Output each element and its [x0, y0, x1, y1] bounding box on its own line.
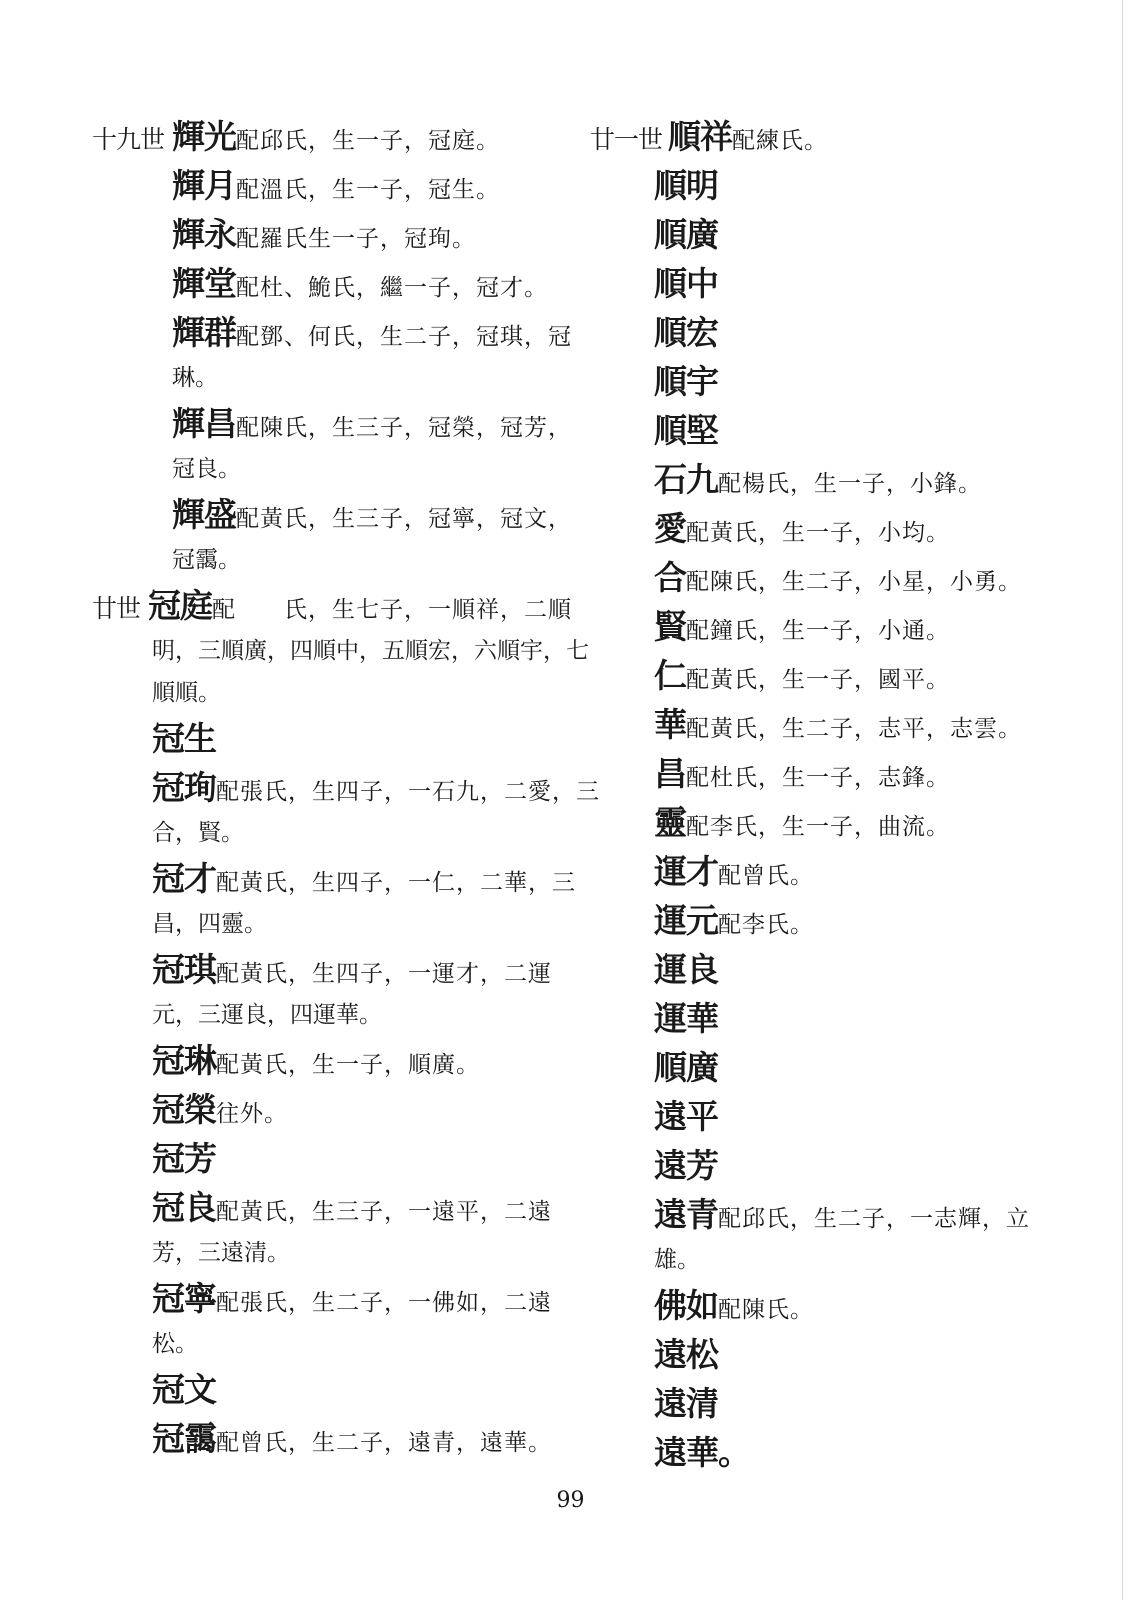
- entry-huitang: [96, 259, 566, 308]
- person-desc-continued: 琳。: [172, 365, 218, 391]
- person-name: 靈: [654, 803, 686, 842]
- right-entry: [590, 210, 1060, 259]
- person-desc: 配練氏。: [732, 128, 828, 154]
- right-entry: [590, 945, 1060, 994]
- right-entry: [590, 1281, 1060, 1330]
- generation-21-label: 廿一世: [590, 125, 663, 154]
- person-desc: 往外。: [216, 1101, 288, 1127]
- entry-guansheng: [96, 714, 566, 763]
- person-name: 冠靄: [152, 1419, 216, 1458]
- right-entry: [590, 1428, 1060, 1477]
- right-entry: [590, 1092, 1060, 1141]
- right-column: [590, 112, 1060, 1477]
- person-name: 順廣: [654, 1048, 718, 1087]
- entry-huiguang: [92, 112, 566, 161]
- person-name: 順堅: [654, 411, 718, 450]
- person-desc-continued: 冠靄。: [172, 547, 241, 573]
- person-desc: 配張氏，生二子，一佛如，二遠: [216, 1290, 552, 1316]
- right-entry: [590, 994, 1060, 1043]
- person-desc: 配陳氏，生二子，小星，小勇。: [686, 569, 1022, 595]
- person-name: 冠生: [152, 719, 216, 758]
- person-name: 冠琳: [152, 1041, 216, 1080]
- person-name: 石九: [654, 460, 718, 499]
- right-entry: [590, 357, 1060, 406]
- right-entry: [590, 651, 1060, 700]
- entry-guanrong: [96, 1085, 566, 1134]
- person-desc-continued: 雄。: [654, 1247, 700, 1273]
- person-desc: 配李氏。: [718, 912, 814, 938]
- person-desc: 配曾氏，生二子，遠青，遠華。: [216, 1430, 552, 1456]
- person-name: 遠華。: [654, 1433, 750, 1472]
- person-desc: 配黃氏，生四子，一仁，二華，三: [216, 870, 576, 896]
- person-desc: 配黃氏，生一子，國平。: [686, 667, 950, 693]
- person-desc: 配楊氏，生一子，小鋒。: [718, 471, 982, 497]
- person-name: 順廣: [654, 215, 718, 254]
- right-entry-list: [590, 161, 1060, 1477]
- right-entry: [590, 553, 1060, 602]
- generation-19-label: 十九世: [92, 125, 165, 154]
- person-name: 輝月: [172, 166, 236, 205]
- person-desc: 配 氏，生七子，一順祥，二順: [212, 597, 572, 623]
- person-desc: 配黃氏，生二子，志平，志雲。: [686, 716, 1022, 742]
- entry-huisheng: [96, 490, 572, 581]
- person-name: 冠珣: [152, 768, 216, 807]
- right-entry: [590, 406, 1060, 455]
- person-desc: 配張氏，生四子，一石九，二愛，三: [216, 779, 600, 805]
- person-desc-continued: 元，三運良，四運華。: [152, 1002, 382, 1028]
- person-desc-continued: 順順。: [152, 680, 221, 706]
- right-entry: [590, 1190, 1060, 1281]
- entry-guanlin: [96, 1036, 566, 1085]
- person-desc-continued: 明，三順廣，四順中，五順宏，六順宇，七: [152, 638, 589, 664]
- person-desc-continued: 昌，四靈。: [152, 911, 267, 937]
- person-name: 順中: [654, 264, 718, 303]
- person-name: 合: [654, 558, 686, 597]
- person-name: 遠平: [654, 1097, 718, 1136]
- entry-shunxiang: [590, 112, 1060, 161]
- person-desc: 配曾氏。: [718, 863, 814, 889]
- person-name: 遠松: [654, 1335, 718, 1374]
- right-entry: [590, 749, 1060, 798]
- entry-guanliang: [96, 1183, 566, 1274]
- person-name: 順祥: [668, 117, 732, 156]
- person-desc: 配黃氏，生四子，一運才，二運: [216, 961, 552, 987]
- person-name: 冠文: [152, 1370, 216, 1409]
- person-name: 遠清: [654, 1384, 718, 1423]
- person-name: 輝昌: [172, 404, 236, 443]
- person-name: 輝群: [172, 313, 236, 352]
- right-entry: [590, 504, 1060, 553]
- entry-guanxun: [96, 763, 600, 854]
- entry-huiyong: [96, 210, 566, 259]
- right-entry: [590, 308, 1060, 357]
- person-name: 運良: [654, 950, 718, 989]
- entry-guanwen: [96, 1365, 566, 1414]
- right-entry: [590, 1141, 1060, 1190]
- person-name: 華: [654, 705, 686, 744]
- entry-huiqun: [96, 308, 572, 399]
- entry-huiyue: [96, 161, 566, 210]
- person-name: 運才: [654, 852, 718, 891]
- person-desc: 配陳氏。: [718, 1297, 814, 1323]
- person-name: 輝永: [172, 215, 236, 254]
- person-name: 冠榮: [152, 1090, 216, 1129]
- person-desc: 配陳氏，生三子，冠榮，冠芳，: [236, 415, 572, 441]
- right-entry: [590, 896, 1060, 945]
- person-name: 賢: [654, 607, 686, 646]
- person-name: 順明: [654, 166, 718, 205]
- person-name: 輝光: [172, 117, 236, 156]
- person-name: 輝盛: [172, 495, 236, 534]
- person-name: 運華: [654, 999, 718, 1038]
- person-name: 佛如: [654, 1286, 718, 1325]
- person-name: 順宇: [654, 362, 718, 401]
- person-name: 昌: [654, 754, 686, 793]
- person-name: 愛: [654, 509, 686, 548]
- person-name: 冠庭: [148, 586, 212, 625]
- person-desc: 配邱氏，生一子，冠庭。: [236, 128, 500, 154]
- person-desc: 配邱氏，生二子，一志輝，立: [718, 1206, 1030, 1232]
- person-desc: 配杜、鮠氏，繼一子，冠才。: [236, 275, 548, 301]
- person-desc: 配羅氏生一子，冠珣。: [236, 226, 476, 252]
- entry-guancai: [96, 854, 576, 945]
- entry-guanting: [92, 581, 589, 714]
- entry-guanning: [96, 1274, 566, 1365]
- right-entry: [590, 1330, 1060, 1379]
- right-entry: [590, 455, 1060, 504]
- person-desc-continued: 冠良。: [172, 456, 241, 482]
- person-desc: 配黃氏，生三子，一遠平，二遠: [216, 1199, 552, 1225]
- person-desc: 配黃氏，生一子，順廣。: [216, 1052, 480, 1078]
- person-name: 運元: [654, 901, 718, 940]
- generation-20-label: 廿世: [92, 594, 141, 623]
- entry-huichang: [96, 399, 572, 490]
- person-desc: 配溫氏，生一子，冠生。: [236, 177, 500, 203]
- right-entry: [590, 1379, 1060, 1428]
- person-name: 仁: [654, 656, 686, 695]
- right-entry: [590, 798, 1060, 847]
- person-name: 冠寧: [152, 1279, 216, 1318]
- left-column: [92, 112, 600, 1463]
- person-name: 冠才: [152, 859, 216, 898]
- scan-edge-line: [1122, 0, 1123, 1600]
- right-entry: [590, 1043, 1060, 1092]
- person-name: 冠琪: [152, 950, 216, 989]
- person-name: 遠芳: [654, 1146, 718, 1185]
- person-name: 遠青: [654, 1195, 718, 1234]
- person-desc: 配鐘氏，生一子，小通。: [686, 618, 950, 644]
- entry-guanqi: [96, 945, 566, 1036]
- person-desc: 配鄧、何氏，生二子，冠琪，冠: [236, 324, 572, 350]
- person-name: 冠良: [152, 1188, 216, 1227]
- right-entry: [590, 847, 1060, 896]
- person-name: 順宏: [654, 313, 718, 352]
- entry-guanai: [96, 1414, 566, 1463]
- person-desc: 配黃氏，生一子，小均。: [686, 520, 950, 546]
- person-name: 冠芳: [152, 1139, 216, 1178]
- right-entry: [590, 161, 1060, 210]
- person-desc-continued: 芳，三遠清。: [152, 1240, 290, 1266]
- right-entry: [590, 602, 1060, 651]
- entry-guanfang: [96, 1134, 566, 1183]
- person-desc: 配黃氏，生三子，冠寧，冠文，: [236, 506, 572, 532]
- person-name: 輝堂: [172, 264, 236, 303]
- page-number: 99: [556, 1488, 585, 1513]
- person-desc: 配杜氏，生一子，志鋒。: [686, 765, 950, 791]
- right-entry: [590, 700, 1060, 749]
- right-entry: [590, 259, 1060, 308]
- person-desc-continued: 松。: [152, 1331, 198, 1357]
- person-desc-continued: 合，賢。: [152, 820, 244, 846]
- person-desc: 配李氏，生一子，曲流。: [686, 814, 950, 840]
